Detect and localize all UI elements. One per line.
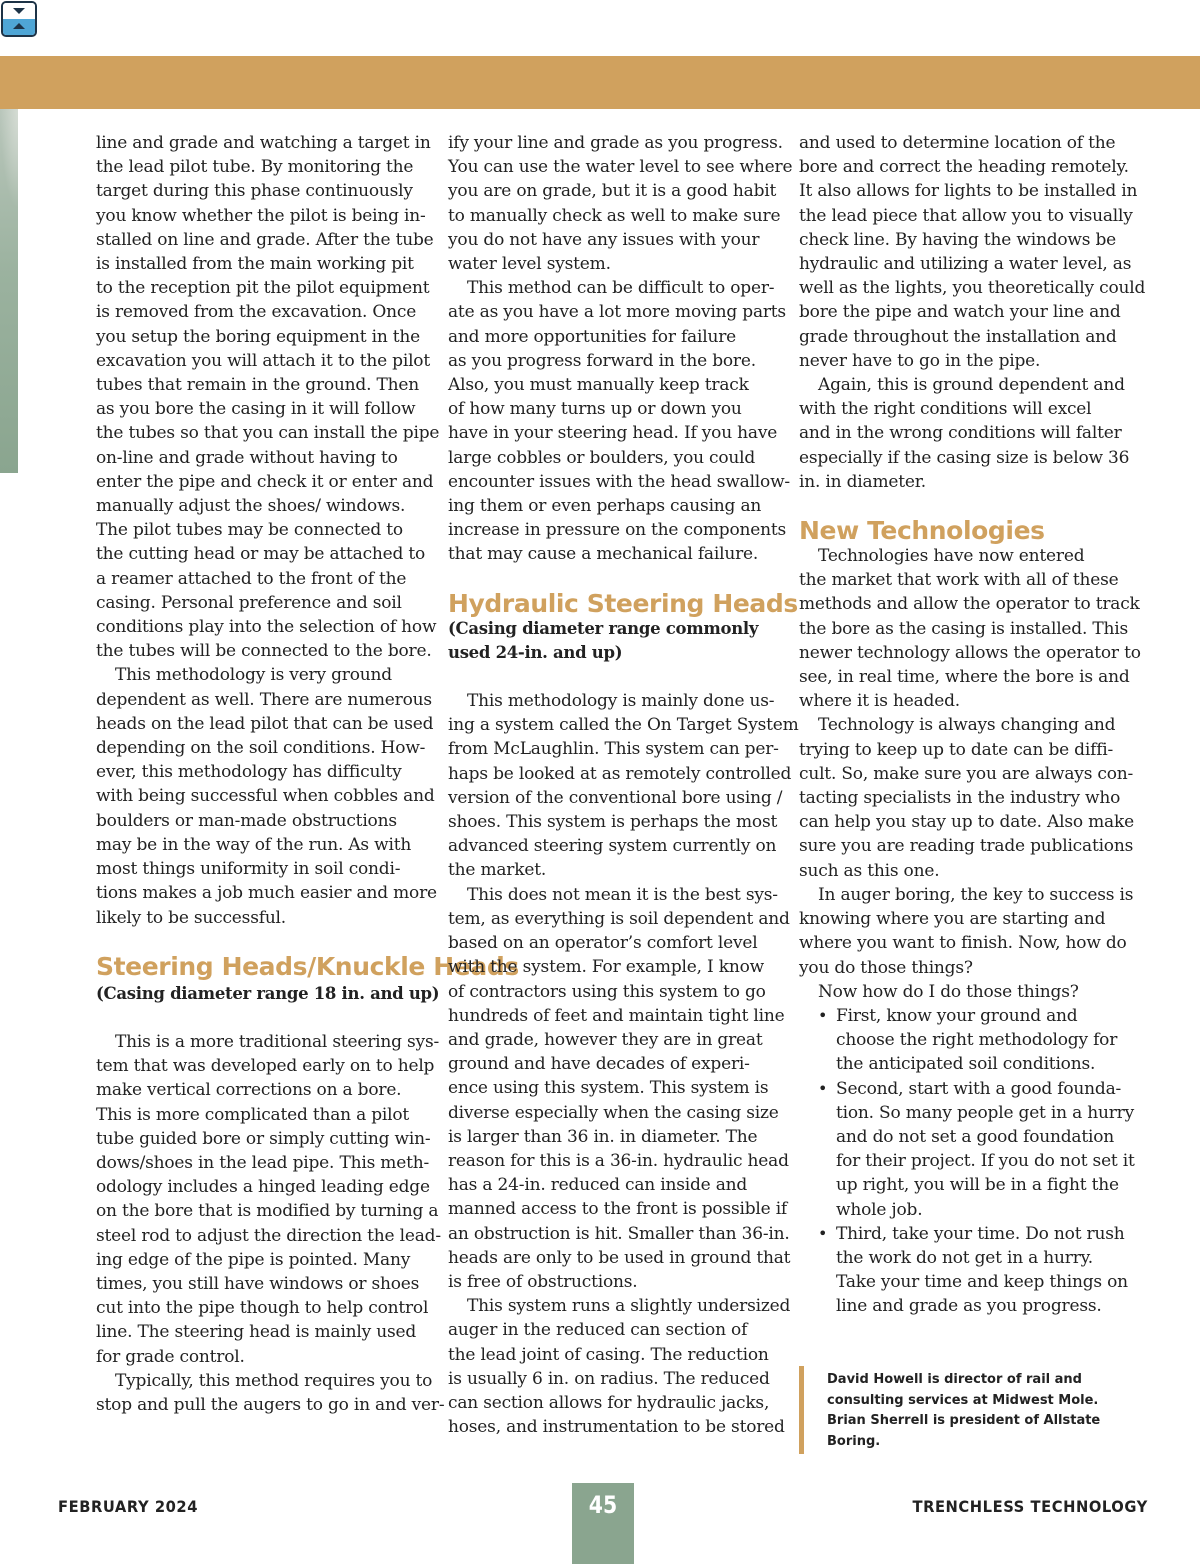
text-line: You can use the water level to see where	[448, 157, 793, 178]
text-line: dows/shoes in the lead pipe. This meth-	[96, 1152, 429, 1173]
text-line: you do those things?	[799, 957, 973, 978]
text-line: This methodology is very ground	[115, 665, 392, 686]
spacer	[96, 930, 416, 954]
bullet-icon: •	[818, 1078, 828, 1098]
text-line: stop and pull the augers to go in and ver-	[96, 1394, 445, 1415]
text-line: such as this one.	[799, 860, 940, 881]
section-heading-new-technologies	[799, 518, 1119, 544]
paragraph	[799, 373, 1130, 494]
text-line: the bore as the casing is installed. This	[799, 618, 1129, 639]
text-line: This is more complicated than a pilot	[96, 1104, 410, 1125]
paragraph	[448, 276, 790, 566]
text-line: manned access to the front is possible if	[448, 1199, 788, 1220]
page-number-box	[572, 1483, 634, 1564]
text-line: well as the lights, you theoretically could	[799, 278, 1146, 299]
text-line: newer technology allows the operator to	[799, 642, 1141, 663]
text-line: Technology is always changing and	[818, 715, 1116, 736]
paragraph	[448, 689, 799, 883]
text-line: boulders or man-made obstructions	[96, 810, 397, 831]
section-subheading	[448, 617, 768, 665]
text-line: hoses, and instrumentation to be stored	[448, 1417, 785, 1438]
text-line: First, know your ground and	[836, 1005, 1078, 1026]
arrow-up-icon[interactable]	[13, 23, 25, 29]
paragraph	[96, 1030, 441, 1369]
text-line: you setup the boring equipment in the	[96, 326, 421, 347]
text-line: tube guided bore or simply cutting win-	[96, 1128, 431, 1149]
text-line: that may cause a mechanical failure.	[448, 544, 759, 565]
text-line: you know whether the pilot is being in-	[96, 205, 426, 226]
text-line: This methodology is mainly done us-	[467, 691, 775, 712]
paragraph	[448, 883, 791, 1294]
text-line: the tubes so that you can install the pipe	[96, 423, 440, 444]
text-line: the anticipated soil conditions.	[836, 1054, 1096, 1075]
text-line: bore and correct the heading remotely.	[799, 157, 1129, 178]
text-line: and grade, however they are in great	[448, 1029, 763, 1050]
text-line: This method can be difficult to oper-	[467, 278, 775, 299]
text-line: tacting specialists in the industry who	[799, 788, 1121, 809]
text-line: line. The steering head is mainly used	[96, 1322, 417, 1343]
text-line: bore the pipe and watch your line and	[799, 302, 1121, 323]
text-line: water level system.	[448, 254, 611, 275]
text-line: version of the conventional bore using /	[448, 787, 783, 808]
text-line: with the system. For example, I know	[448, 957, 764, 978]
text-line: and in the wrong conditions will falter	[799, 423, 1122, 444]
text-line: has a 24-in. reduced can inside and	[448, 1175, 748, 1196]
text-line: the lead pilot tube. By monitoring the	[96, 157, 414, 178]
arrow-down-icon[interactable]	[13, 8, 25, 14]
text-line: Third, take your time. Do not rush	[836, 1223, 1125, 1244]
text-line: the lead piece that allow you to visually	[799, 205, 1133, 226]
text-line: the cutting head or may be attached to	[96, 544, 426, 565]
paragraph	[448, 131, 793, 276]
text-line: up right, you will be in a fight the	[836, 1175, 1119, 1196]
text-line: most things uniformity in soil condi-	[96, 859, 401, 880]
text-line: methods and allow the operator to track	[799, 594, 1140, 615]
issue-date: FEBRUARY 2024	[58, 1497, 199, 1516]
text-line: Brian Sherrell is president of Allstate	[827, 1413, 1101, 1428]
text-line: auger in the reduced can section of	[448, 1320, 748, 1341]
text-line: Now how do I do those things?	[818, 981, 1079, 1002]
text-line: This does not mean it is the best sys-	[467, 884, 778, 905]
text-line: is larger than 36 in. in diameter. The	[448, 1126, 758, 1147]
text-line: reason for this is a 36-in. hydraulic head	[448, 1150, 789, 1171]
text-line: steel rod to adjust the direction the lead-	[96, 1225, 441, 1246]
text-line: is free of obstructions.	[448, 1271, 638, 1292]
text-line: hundreds of feet and maintain tight line	[448, 1005, 785, 1026]
paragraph	[96, 1369, 445, 1417]
text-line: may be in the way of the run. As with	[96, 834, 412, 855]
text-line: increase in pressure on the components	[448, 520, 787, 541]
bullet-list	[799, 1004, 1135, 1319]
text-line: to the reception pit the pilot equipment	[96, 278, 430, 299]
section-subheading	[96, 982, 440, 1006]
text-line: shoes. This system is perhaps the most	[448, 812, 778, 833]
text-line: Also, you must manually keep track	[448, 375, 749, 396]
text-line: is usually 6 in. on radius. The reduced	[448, 1368, 770, 1389]
text-line: target during this phase continuously	[96, 181, 413, 202]
text-line: can section allows for hydraulic jacks,	[448, 1392, 770, 1413]
text-line: with the right conditions will excel	[799, 399, 1092, 420]
text-line: This is a more traditional steering sys-	[115, 1031, 440, 1052]
paragraph	[799, 713, 1134, 882]
article-column-2	[448, 131, 799, 1439]
text-line: Second, start with a good founda-	[836, 1078, 1122, 1099]
text-line: excavation you will attach it to the pilot	[96, 350, 430, 371]
text-line: is removed from the excavation. Once	[96, 302, 417, 323]
text-line: ever, this methodology has difficulty	[96, 762, 402, 783]
text-line: ing a system called the On Target System	[448, 715, 799, 736]
text-line: The pilot tubes may be connected to	[96, 520, 403, 541]
text-line: Typically, this method requires you to	[115, 1370, 433, 1391]
text-line: heads on the lead pilot that can be used	[96, 713, 434, 734]
text-line: ground and have decades of experi-	[448, 1054, 750, 1075]
text-line: diverse especially when the casing size	[448, 1102, 779, 1123]
text-line: Take your time and keep things on	[836, 1272, 1128, 1293]
text-line: manually adjust the shoes/ windows.	[96, 496, 406, 517]
paragraph	[799, 883, 1134, 980]
text-line: enter the pipe and check it or enter and	[96, 471, 434, 492]
text-line: the tubes will be connected to the bore.	[96, 641, 432, 662]
text-line: tem that was developed early on to help	[96, 1056, 435, 1077]
text-line: conditions play into the selection of how	[96, 617, 437, 638]
text-line: Boring.	[827, 1433, 881, 1449]
section-heading-hydraulic-steering-heads	[448, 588, 798, 618]
text-line: ate as you have a lot more moving parts	[448, 302, 786, 323]
header-band	[0, 56, 1200, 109]
paragraph	[799, 131, 1146, 373]
text-line: line and grade and watching a target in	[96, 133, 431, 153]
text-line: David Howell is director of rail and	[827, 1372, 1082, 1387]
text-line: tions makes a job much easier and more	[96, 883, 437, 904]
paragraph	[96, 663, 437, 929]
text-line: times, you still have windows or shoes	[96, 1273, 420, 1294]
text-line: the market that work with all of these	[799, 570, 1119, 591]
text-line: encounter issues with the head swallow-	[448, 471, 790, 492]
bullet-icon: •	[818, 1223, 828, 1243]
text-line: casing. Personal preference and soil	[96, 592, 402, 613]
text-line: It also allows for lights to be installed in	[799, 181, 1138, 202]
bullet-item	[799, 1222, 1128, 1319]
text-line: you are on grade, but it is a good habit	[448, 181, 777, 202]
text-line: Again, this is ground dependent and	[818, 375, 1125, 396]
text-line: dependent as well. There are numerous	[96, 689, 432, 710]
text-line: ify your line and grade as you progress.	[448, 133, 783, 153]
text-line: ing them or even perhaps causing an	[448, 496, 762, 517]
text-line: advanced steering system currently on	[448, 836, 777, 857]
article-column-3	[799, 131, 1146, 1319]
text-line: (Casing diameter range 18 in. and up)	[96, 983, 440, 1003]
text-line: and do not set a good foundation	[836, 1126, 1115, 1147]
text-line: tion. So many people get in a hurry	[836, 1102, 1134, 1123]
text-line: as you progress forward in the bore.	[448, 350, 756, 371]
text-line: an obstruction is hit. Smaller than 36-in.	[448, 1223, 790, 1244]
text-line: grade throughout the installation and	[799, 326, 1117, 347]
text-line: In auger boring, the key to success is	[818, 884, 1134, 905]
text-line: used 24-in. and up)	[448, 642, 623, 662]
text-line: hydraulic and utilizing a water level, as	[799, 254, 1132, 275]
author-bio	[799, 1366, 1119, 1454]
text-line: based on an operator’s comfort level	[448, 933, 758, 954]
author-bio-text	[827, 1370, 1119, 1452]
paragraph	[448, 1294, 791, 1439]
paragraph	[799, 544, 1141, 713]
text-line: especially if the casing size is below 36	[799, 447, 1130, 468]
text-line: New Technologies	[799, 516, 1045, 546]
text-line: on-line and grade without having to	[96, 447, 398, 468]
text-line: and used to determine location of the	[799, 133, 1116, 153]
text-line: for grade control.	[96, 1346, 245, 1367]
bullet-icon: •	[818, 1005, 828, 1025]
text-line: a reamer attached to the front of the	[96, 568, 407, 589]
publication-name: TRENCHLESS TECHNOLOGY	[912, 1497, 1148, 1516]
section-heading-steering-heads	[96, 951, 519, 981]
text-line: depending on the soil conditions. How-	[96, 738, 426, 759]
bullet-item	[799, 1004, 1119, 1077]
text-line: haps be looked at as remotely controlled	[448, 763, 792, 784]
text-line: you do not have any issues with your	[448, 229, 760, 250]
text-line: can help you stay up to date. Also make	[799, 812, 1134, 833]
text-line: in. in diameter.	[799, 471, 926, 492]
text-line: Knuckle Heads	[315, 951, 519, 981]
text-line: Hydraulic Steering Heads	[448, 588, 798, 618]
text-line: the lead joint of casing. The reduction	[448, 1344, 769, 1365]
scroll-toggle-button[interactable]	[1, 1, 37, 37]
text-line: never have to go in the pipe.	[799, 350, 1041, 371]
text-line: This system runs a slightly undersized	[467, 1296, 791, 1317]
text-line: trying to keep up to date can be diffi-	[799, 739, 1114, 760]
text-line: line and grade as you progress.	[836, 1296, 1102, 1317]
text-line: ence using this system. This system is	[448, 1078, 769, 1099]
text-line: of contractors using this system to go	[448, 981, 766, 1002]
text-line: the market.	[448, 860, 547, 881]
text-line: knowing where you are starting and	[799, 909, 1106, 930]
text-line: Steering Heads/	[96, 951, 316, 981]
text-line: see, in real time, where the bore is and	[799, 667, 1130, 688]
text-line: of how many turns up or down you	[448, 399, 742, 420]
text-line: whole job.	[836, 1199, 923, 1220]
text-line: on the bore that is modified by turning a	[96, 1201, 439, 1222]
text-line: the work do not get in a hurry.	[836, 1247, 1094, 1268]
text-line: make vertical corrections on a bore.	[96, 1080, 402, 1101]
text-line: odology includes a hinged leading edge	[96, 1177, 430, 1198]
text-line: sure you are reading trade publications	[799, 836, 1134, 857]
side-accent-curve	[0, 109, 18, 209]
text-line: consulting services at Midwest Mole.	[827, 1392, 1099, 1408]
text-line: have in your steering head. If you have	[448, 423, 778, 444]
text-line: Technologies have now entered	[818, 546, 1085, 567]
text-line: as you bore the casing in it will follow	[96, 399, 416, 420]
text-line: cult. So, make sure you are always con-	[799, 763, 1134, 784]
text-line: ing edge of the pipe is pointed. Many	[96, 1249, 411, 1270]
text-line: choose the right methodology for	[836, 1030, 1118, 1051]
page-number: 45	[588, 1491, 618, 1519]
text-line: check line. By having the windows be	[799, 229, 1117, 250]
text-line: cut into the pipe though to help control	[96, 1298, 429, 1319]
text-line: likely to be successful.	[96, 907, 287, 928]
text-line: where you want to finish. Now, how do	[799, 933, 1127, 954]
text-line: to manually check as well to make sure	[448, 205, 781, 226]
text-line: tem, as everything is soil dependent and	[448, 908, 790, 929]
text-line: large cobbles or boulders, you could	[448, 447, 756, 468]
text-line: tubes that remain in the ground. Then	[96, 375, 419, 396]
text-line: from McLaughlin. This system can per-	[448, 739, 779, 760]
text-line: stalled on line and grade. After the tube	[96, 229, 434, 250]
text-line: heads are only to be used in ground that	[448, 1247, 791, 1268]
text-line: with being successful when cobbles and	[96, 786, 435, 807]
paragraph	[799, 980, 1119, 1004]
text-line: and more opportunities for failure	[448, 326, 736, 347]
paragraph	[96, 131, 440, 663]
text-line: for their project. If you do not set it	[836, 1151, 1135, 1172]
text-line: (Casing diameter range commonly	[448, 618, 759, 638]
text-line: where it is headed.	[799, 691, 960, 712]
text-line: is installed from the main working pit	[96, 254, 414, 275]
bullet-item	[799, 1077, 1135, 1222]
